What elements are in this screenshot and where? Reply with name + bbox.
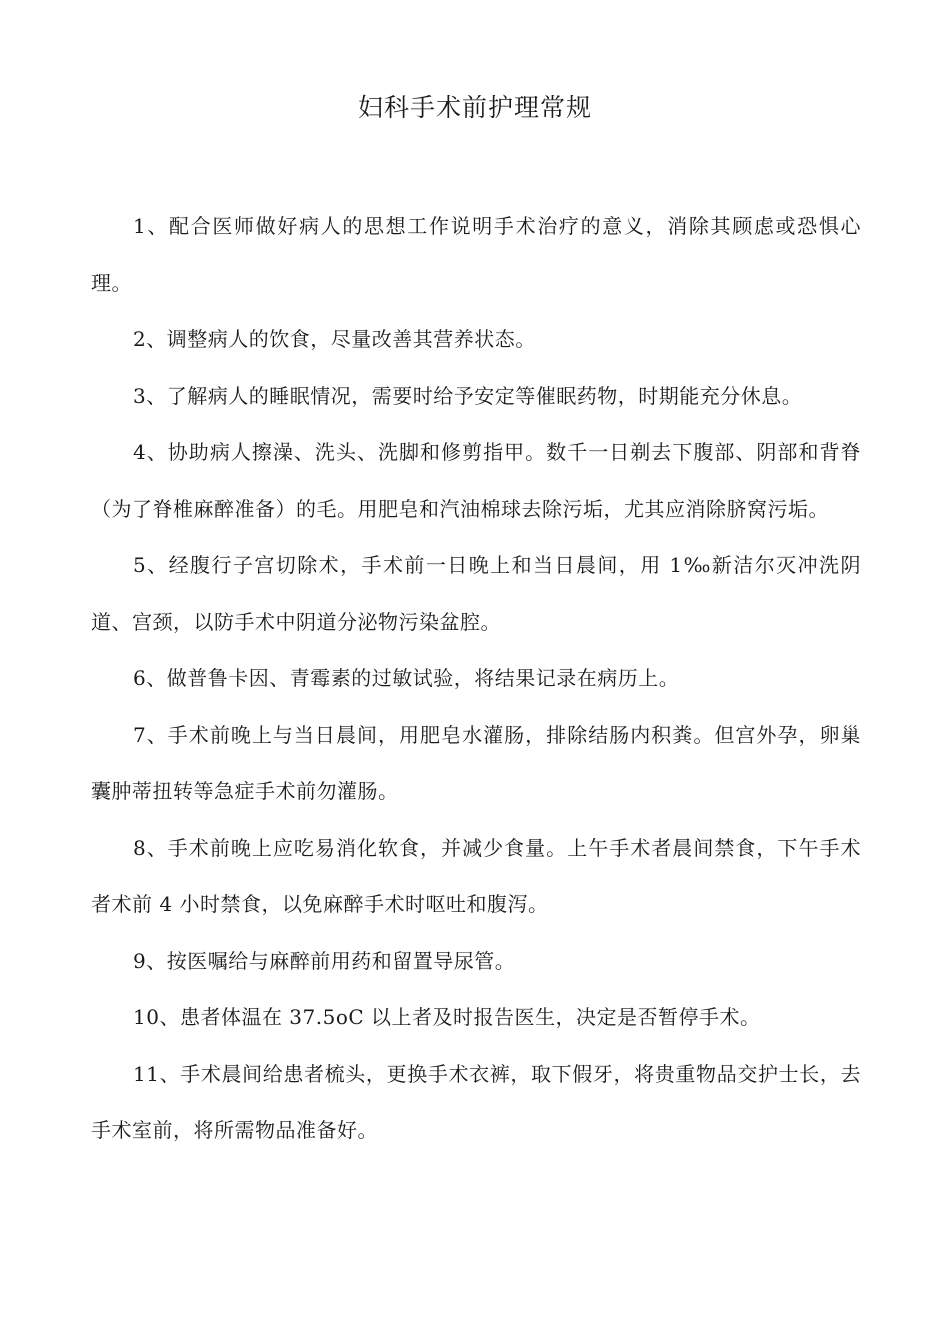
paragraph-1: 1、配合医师做好病人的思想工作说明手术治疗的意义，消除其顾虑或恐惧心理。 — [91, 214, 861, 295]
paragraph-2: 2、调整病人的饮食，尽量改善其营养状态。 — [133, 327, 536, 351]
paragraph-9: 9、按医嘱给与麻醉前用药和留置导尿管。 — [133, 948, 516, 973]
paragraph-7: 7、手术前晚上与当日晨间，用肥皂水灌肠，排除结肠内积粪。但宫外孕，卵巢囊肿蒂扭转等急症手术前勿灌肠。 — [91, 722, 861, 803]
paragraph-8: 8、手术前晚上应吃易消化软食，并减少食量。上午手术者晨间禁食，下午手术者术前 4 小时禁食，以免麻醉手术时呕吐和腹泻。 — [91, 835, 861, 916]
paragraph-5: 5、经腹行子宫切除术，手术前一日晚上和当日晨间，用 1‰新洁尔灭冲洗阴道、宫颈，以防手术中阴道分泌物污染盆腔。 — [91, 553, 861, 634]
document-body — [91, 198, 861, 1159]
paragraph-6: 6、做普鲁卡因、青霉素的过敏试验，将结果记录在病历上。 — [133, 666, 680, 690]
paragraph-11: 11、手术晨间给患者梳头，更换手术衣裤，取下假牙，将贵重物品交护士长，去手术室前，将所需物品准备好。 — [91, 1061, 861, 1142]
document-title: 妇科手术前护理常规 — [357, 93, 592, 122]
paragraph-4: 4、协助病人擦澡、洗头、洗脚和修剪指甲。数千一日剃去下腹部、阴部和背脊（为了脊椎麻醉准备）的毛。用肥皂和汽油棉球去除污垢，尤其应消除脐窝污垢。 — [91, 440, 861, 521]
paragraph-10: 10、患者体温在 37.5oC 以上者及时报告医生，决定是否暂停手术。 — [133, 1005, 761, 1029]
paragraph-3: 3、了解病人的睡眠情况，需要时给予安定等催眠药物，时期能充分休息。 — [133, 383, 803, 408]
